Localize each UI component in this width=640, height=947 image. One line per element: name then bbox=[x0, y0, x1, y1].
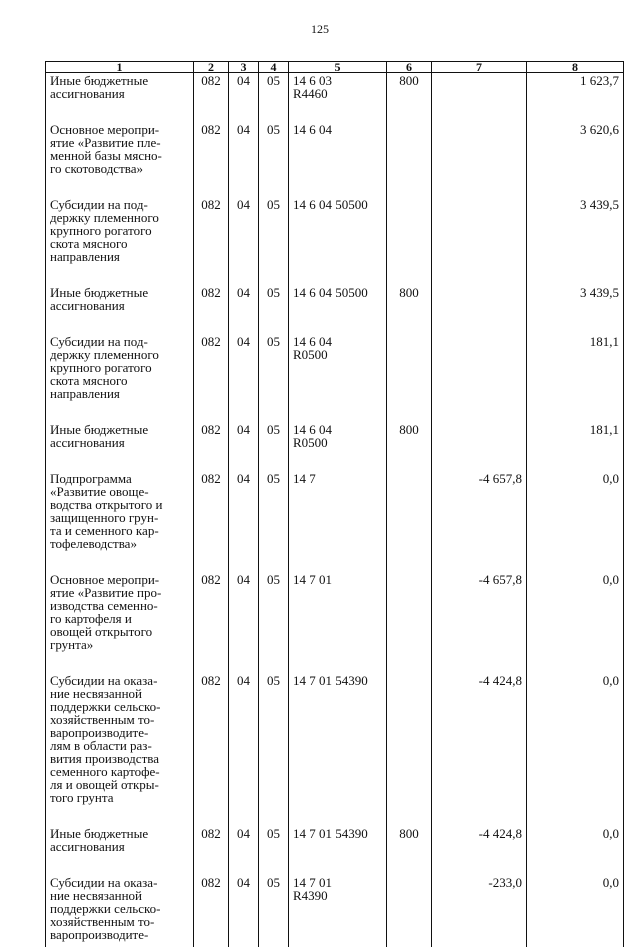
change-amount-cell bbox=[432, 285, 527, 334]
header-cell: 7 bbox=[432, 62, 527, 73]
target-item-cell: 14 6 04 R0500 bbox=[289, 334, 387, 422]
row-name-cell: Иные бюджетные ассигнования bbox=[46, 285, 194, 334]
total-amount-cell: 181,1 bbox=[527, 334, 624, 422]
subsection-cell: 05 bbox=[259, 334, 289, 422]
ministry-code-cell: 082 bbox=[194, 826, 229, 875]
section-cell: 04 bbox=[229, 875, 259, 947]
expense-type-cell bbox=[387, 572, 432, 673]
header-cell: 3 bbox=[229, 62, 259, 73]
header-cell: 4 bbox=[259, 62, 289, 73]
section-cell: 04 bbox=[229, 285, 259, 334]
expense-type-cell: 800 bbox=[387, 826, 432, 875]
target-item-cell: 14 7 01 54390 bbox=[289, 673, 387, 826]
subsection-cell: 05 bbox=[259, 471, 289, 572]
subsection-cell: 05 bbox=[259, 875, 289, 947]
change-amount-cell bbox=[432, 122, 527, 197]
expense-type-cell bbox=[387, 875, 432, 947]
table-row bbox=[46, 422, 624, 471]
budget-table bbox=[45, 61, 624, 947]
change-amount-cell: -233,0 bbox=[432, 875, 527, 947]
table-row bbox=[46, 197, 624, 285]
subsection-cell: 05 bbox=[259, 826, 289, 875]
target-item-cell: 14 7 01 R4390 bbox=[289, 875, 387, 947]
expense-type-cell: 800 bbox=[387, 285, 432, 334]
ministry-code-cell: 082 bbox=[194, 422, 229, 471]
total-amount-cell: 0,0 bbox=[527, 572, 624, 673]
total-amount-cell: 3 439,5 bbox=[527, 197, 624, 285]
row-name-cell: Иные бюджетные ассигнования bbox=[46, 73, 194, 123]
change-amount-cell bbox=[432, 422, 527, 471]
ministry-code-cell: 082 bbox=[194, 122, 229, 197]
target-item-cell: 14 6 04 50500 bbox=[289, 197, 387, 285]
row-name-cell: Иные бюджетные ассигнования bbox=[46, 826, 194, 875]
section-cell: 04 bbox=[229, 471, 259, 572]
row-name-cell: Субсидии на оказа- ние несвязанной поддержки сельско- хозяйственным то- варопроизводите- bbox=[46, 875, 194, 947]
change-amount-cell: -4 657,8 bbox=[432, 471, 527, 572]
target-item-cell: 14 7 bbox=[289, 471, 387, 572]
expense-type-cell bbox=[387, 197, 432, 285]
subsection-cell: 05 bbox=[259, 422, 289, 471]
change-amount-cell: -4 657,8 bbox=[432, 572, 527, 673]
total-amount-cell: 0,0 bbox=[527, 673, 624, 826]
section-cell: 04 bbox=[229, 122, 259, 197]
subsection-cell: 05 bbox=[259, 122, 289, 197]
row-name-cell: Подпрограмма «Развитие овоще- водства открытого и защищенного грун- та и семенного кар- тофелеводства» bbox=[46, 471, 194, 572]
change-amount-cell bbox=[432, 73, 527, 123]
expense-type-cell bbox=[387, 471, 432, 572]
ministry-code-cell: 082 bbox=[194, 875, 229, 947]
section-cell: 04 bbox=[229, 673, 259, 826]
subsection-cell: 05 bbox=[259, 673, 289, 826]
total-amount-cell: 1 623,7 bbox=[527, 73, 624, 123]
row-name-cell: Иные бюджетные ассигнования bbox=[46, 422, 194, 471]
table-row bbox=[46, 471, 624, 572]
ministry-code-cell: 082 bbox=[194, 673, 229, 826]
total-amount-cell: 3 620,6 bbox=[527, 122, 624, 197]
target-item-cell: 14 6 04 50500 bbox=[289, 285, 387, 334]
subsection-cell: 05 bbox=[259, 285, 289, 334]
section-cell: 04 bbox=[229, 572, 259, 673]
expense-type-cell bbox=[387, 334, 432, 422]
header-cell: 8 bbox=[527, 62, 624, 73]
header-row bbox=[46, 62, 624, 73]
header-cell: 1 bbox=[46, 62, 194, 73]
target-item-cell: 14 6 03 R4460 bbox=[289, 73, 387, 123]
section-cell: 04 bbox=[229, 826, 259, 875]
table-row bbox=[46, 673, 624, 826]
header-cell: 5 bbox=[289, 62, 387, 73]
row-name-cell: Основное меропри- ятие «Развитие пле- менной базы мясно- го скотоводства» bbox=[46, 122, 194, 197]
change-amount-cell bbox=[432, 334, 527, 422]
subsection-cell: 05 bbox=[259, 197, 289, 285]
expense-type-cell: 800 bbox=[387, 73, 432, 123]
ministry-code-cell: 082 bbox=[194, 73, 229, 123]
expense-type-cell bbox=[387, 673, 432, 826]
subsection-cell: 05 bbox=[259, 73, 289, 123]
change-amount-cell: -4 424,8 bbox=[432, 673, 527, 826]
table-row bbox=[46, 122, 624, 197]
row-name-cell: Субсидии на оказа- ние несвязанной поддержки сельско- хозяйственным то- варопроизводите- лям в области раз- вития производства семенного картофе- ля и овощей откры- того грунта bbox=[46, 673, 194, 826]
ministry-code-cell: 082 bbox=[194, 334, 229, 422]
total-amount-cell: 181,1 bbox=[527, 422, 624, 471]
subsection-cell: 05 bbox=[259, 572, 289, 673]
row-name-cell: Субсидии на под- держку племенного крупного рогатого скота мясного направления bbox=[46, 334, 194, 422]
row-name-cell: Основное меропри- ятие «Развитие про- изводства семенно- го картофеля и овощей открытого грунта» bbox=[46, 572, 194, 673]
target-item-cell: 14 6 04 R0500 bbox=[289, 422, 387, 471]
table-row bbox=[46, 572, 624, 673]
change-amount-cell: -4 424,8 bbox=[432, 826, 527, 875]
table-row bbox=[46, 285, 624, 334]
ministry-code-cell: 082 bbox=[194, 197, 229, 285]
section-cell: 04 bbox=[229, 73, 259, 123]
section-cell: 04 bbox=[229, 197, 259, 285]
target-item-cell: 14 7 01 bbox=[289, 572, 387, 673]
table-row bbox=[46, 875, 624, 947]
section-cell: 04 bbox=[229, 422, 259, 471]
total-amount-cell: 0,0 bbox=[527, 471, 624, 572]
section-cell: 04 bbox=[229, 334, 259, 422]
table-row bbox=[46, 334, 624, 422]
table-row bbox=[46, 73, 624, 123]
row-name-cell: Субсидии на под- держку племенного крупного рогатого скота мясного направления bbox=[46, 197, 194, 285]
change-amount-cell bbox=[432, 197, 527, 285]
total-amount-cell: 0,0 bbox=[527, 875, 624, 947]
page-number: 125 bbox=[311, 22, 329, 36]
header-cell: 2 bbox=[194, 62, 229, 73]
ministry-code-cell: 082 bbox=[194, 572, 229, 673]
ministry-code-cell: 082 bbox=[194, 285, 229, 334]
ministry-code-cell: 082 bbox=[194, 471, 229, 572]
expense-type-cell: 800 bbox=[387, 422, 432, 471]
target-item-cell: 14 6 04 bbox=[289, 122, 387, 197]
table-row bbox=[46, 826, 624, 875]
target-item-cell: 14 7 01 54390 bbox=[289, 826, 387, 875]
header-cell: 6 bbox=[387, 62, 432, 73]
total-amount-cell: 3 439,5 bbox=[527, 285, 624, 334]
total-amount-cell: 0,0 bbox=[527, 826, 624, 875]
expense-type-cell bbox=[387, 122, 432, 197]
